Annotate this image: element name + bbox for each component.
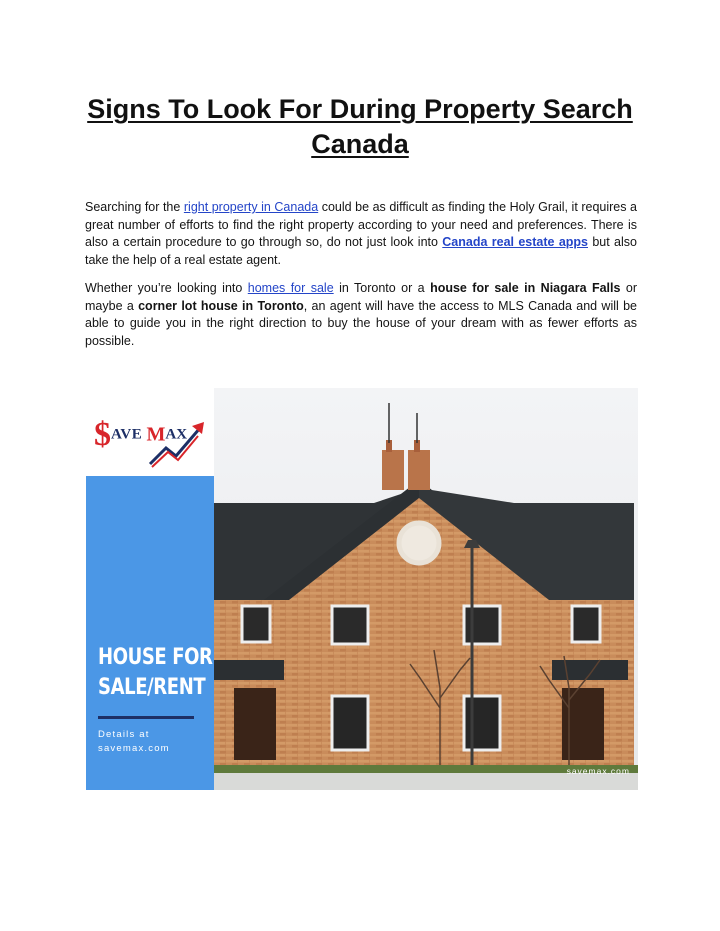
text-run: could be as difficult as finding the Holy Grail, it requires a great number of efforts to find the right property according to your need and preferences. There is also a certain procedure to go through so, do not just look into (85, 200, 637, 250)
logo-box (86, 388, 214, 476)
logo-m: M (146, 423, 166, 446)
photo-watermark: savemax.com (566, 766, 630, 776)
trend-arrow-icon (148, 418, 208, 468)
heading-divider (98, 716, 194, 719)
house-photo (214, 388, 638, 790)
intro-paragraph (85, 199, 637, 269)
house-for-sale-rent-heading (98, 643, 213, 703)
homes-for-sale-link[interactable]: homes for sale (247, 281, 334, 295)
sale-line-2: SALE/RENT (98, 675, 206, 700)
logo-ave: AVE (111, 426, 147, 443)
text-run: but also take the help of a real estate agent. (85, 235, 637, 267)
text-run: , an agent will have the access to MLS Canada and will be able to guide you in the right direction to buy the house of your dream with as fewer efforts as possible. (85, 298, 637, 348)
details-line-1: Details at (98, 729, 150, 740)
bold-phrase: corner lot house in Toronto (138, 298, 304, 313)
details-line-2: savemax.com (98, 743, 170, 754)
sale-line-1: HOUSE FOR (98, 645, 213, 670)
details-text (98, 728, 170, 756)
page-title: Signs To Look For During Property Search Canada (87, 94, 633, 159)
text-run: or maybe a (85, 281, 637, 313)
logo-dollar: $ (94, 416, 111, 453)
agent-paragraph (85, 280, 637, 350)
banner-blue-panel (86, 388, 214, 790)
text-run: Searching for the (85, 200, 184, 214)
text-run: Whether you’re looking into (85, 281, 248, 295)
right-property-link[interactable]: right property in Canada (183, 200, 319, 214)
ad-banner (86, 388, 638, 790)
logo-ax: AX (165, 426, 188, 443)
text-run: in Toronto or a (333, 281, 431, 295)
canada-real-estate-apps-link[interactable]: Canada real estate apps (442, 235, 588, 250)
bold-phrase: house for sale in Niagara Falls (430, 281, 621, 295)
